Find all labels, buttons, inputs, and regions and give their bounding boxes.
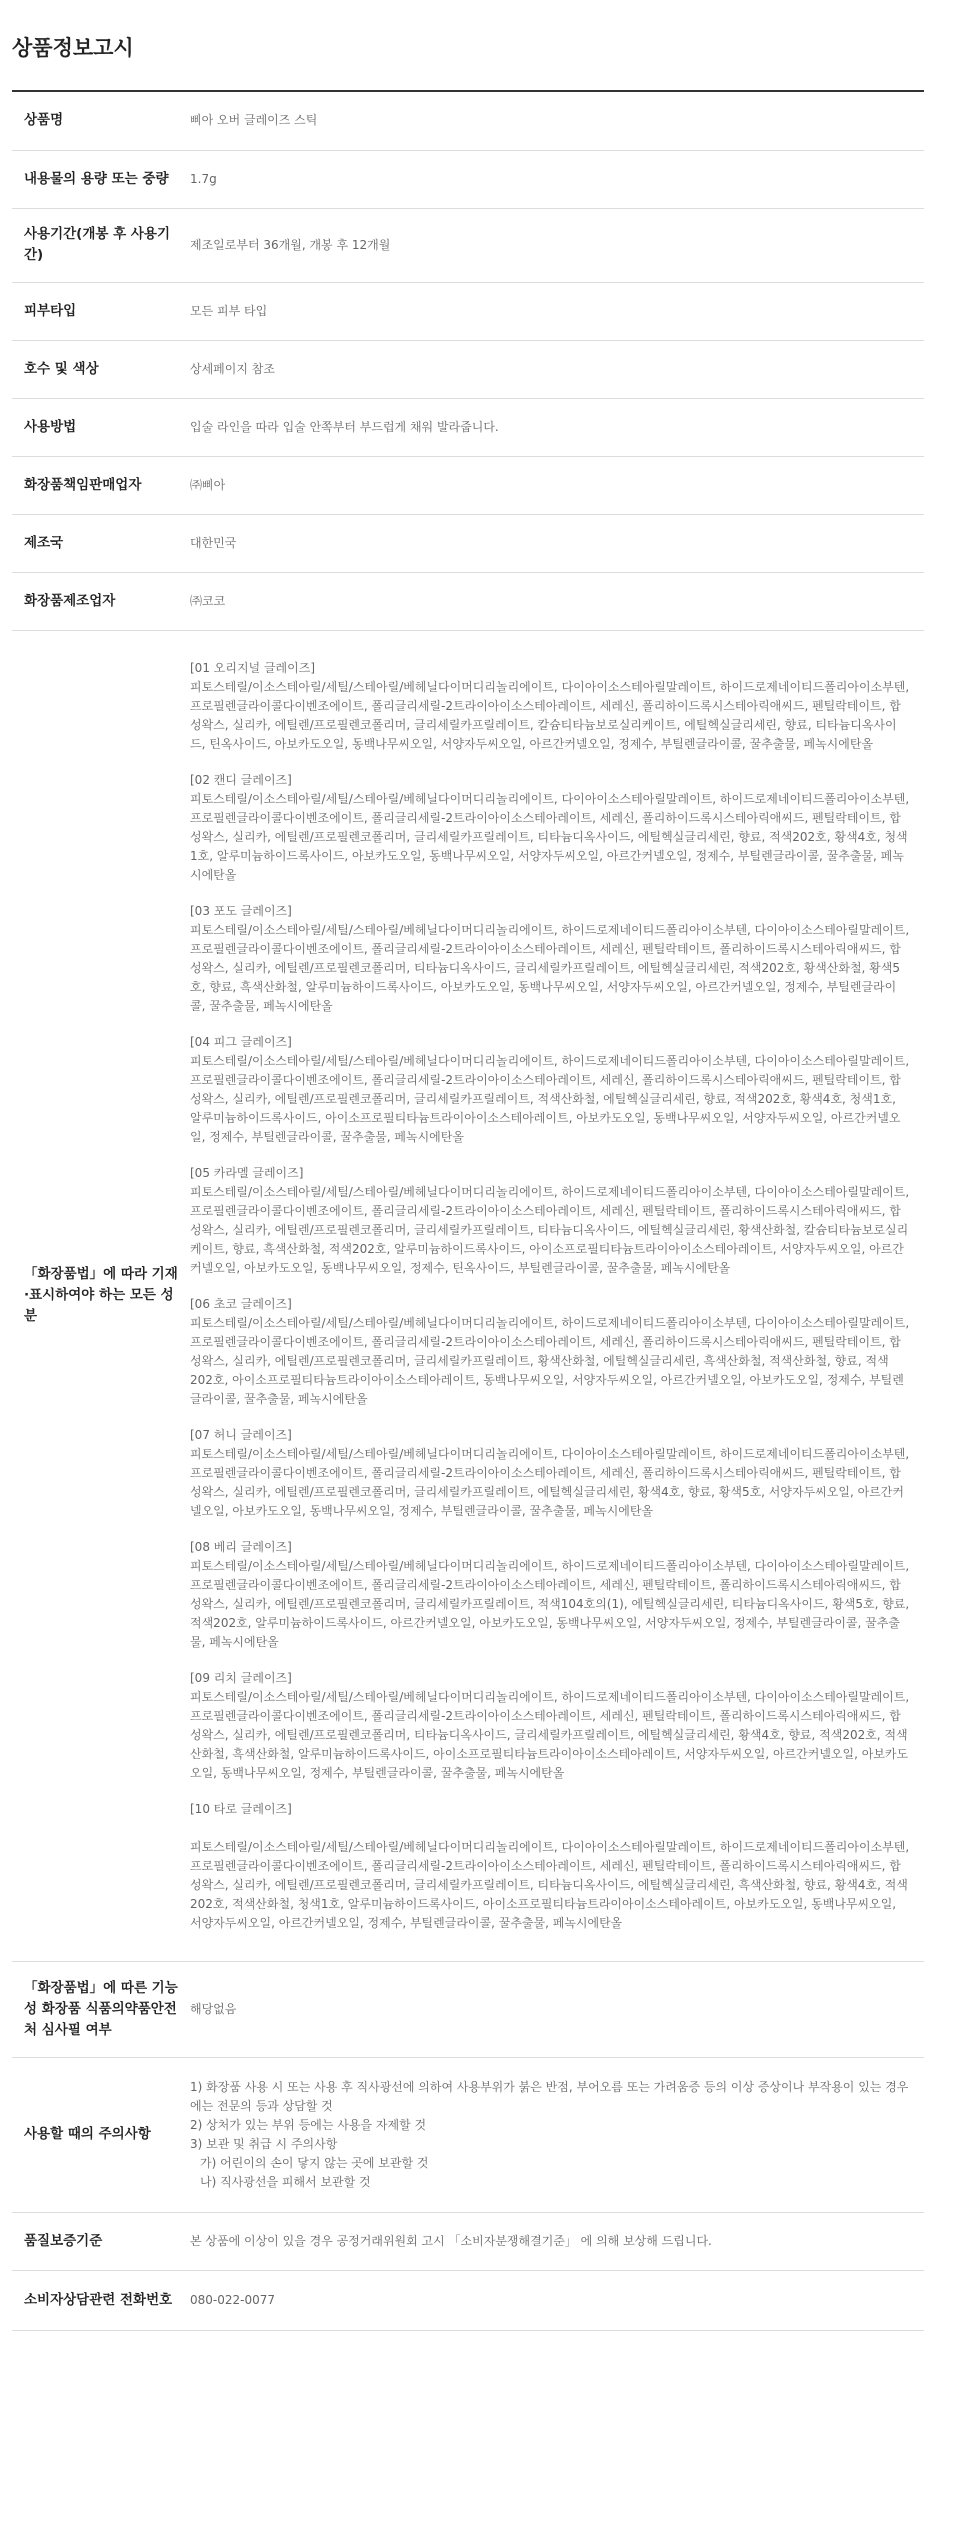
ingredient-block	[190, 1800, 910, 1933]
ingredient-shade-name: [04 피그 글레이즈]	[190, 1034, 292, 1049]
info-row-value: 대한민국	[190, 514, 924, 572]
product-info-section	[0, 90, 960, 2331]
info-row-value: 삐아 오버 글레이즈 스틱	[190, 92, 924, 150]
info-row-value: 모든 피부 타입	[190, 282, 924, 340]
info-row-label: 피부타입	[12, 282, 190, 340]
ingredient-shade-name: [03 포도 글레이즈]	[190, 903, 292, 918]
ingredient-list-text: 피토스테릴/이소스테아릴/세틸/스테아릴/베헤닐다이머디리놀리에이트, 다이아이소스테아릴말레이트, 하이드로제네이티드폴리아이소부텐, 프로필렌글라이콜다이벤조에이트, 폴리글리세릴-2트라이아이소스테아레이트, 세레신, 폴리하이드록시스테아릭애씨드, 펜틸락테이트, 합성왁스, 실리카, 에틸렌/프로필렌코폴리머, 글리세릴카프릴레이트, 에틸헥실글리세린, 황색4호, 향료, 황색5호, 서양자두씨오일, 아르간커넬오일, 아보카도오일, 동백나무씨오일, 정제수, 부틸렌글라이콜, 꿀추출물, 페녹시에탄올	[190, 1446, 910, 1518]
info-row-value: 상세페이지 참조	[190, 340, 924, 398]
ingredient-block	[190, 1164, 910, 1278]
contact-row	[12, 2270, 924, 2330]
info-row-label: 사용기간(개봉 후 사용기간)	[12, 208, 190, 282]
info-row	[12, 456, 924, 514]
product-info-table	[12, 92, 924, 2331]
ingredient-list-text: 피토스테릴/이소스테아릴/세틸/스테아릴/베헤닐다이머디리놀리에이트, 하이드로제네이티드폴리아이소부텐, 다이아이소스테아릴말레이트, 프로필렌글라이콜다이벤조에이트, 폴리글리세릴-2트라이아이소스테아레이트, 세레신, 펜틸락테이트, 폴리하이드록시스테아릭애씨드, 합성왁스, 실리카, 에틸렌/프로필렌코폴리머, 글리세릴카프릴레이트, 티타늄디옥사이드, 에틸헥실글리세린, 황색산화철, 칼슘티타늄보로실리케이트, 향료, 흑색산화철, 적색202호, 알루미늄하이드록사이드, 아이소프로필티타늄트라이아이소스테아레이트, 서양자두씨오일, 아르간커넬오일, 아보카도오일, 동백나무씨오일, 정제수, 틴옥사이드, 부틸렌글라이콜, 꿀추출물, 페녹시에탄올	[190, 1184, 910, 1275]
ingredients-value	[190, 630, 924, 1961]
ingredient-list-text: 피토스테릴/이소스테아릴/세틸/스테아릴/베헤닐다이머디리놀리에이트, 하이드로제네이티드폴리아이소부텐, 다이아이소스테아릴말레이트, 프로필렌글라이콜다이벤조에이트, 폴리글리세릴-2트라이아이소스테아레이트, 세레신, 펜틸락테이트, 폴리하이드록시스테아릭애씨드, 합성왁스, 실리카, 에틸렌/프로필렌코폴리머, 티타늄디옥사이드, 글리세릴카프릴레이트, 에틸헥실글리세린, 적색202호, 황색산화철, 황색5호, 향료, 흑색산화철, 알루미늄하이드록사이드, 아보카도오일, 동백나무씨오일, 서양자두씨오일, 아르간커넬오일, 정제수, 부틸렌글라이콜, 꿀추출물, 페녹시에탄올	[190, 922, 910, 1013]
info-row-value: ㈜코코	[190, 572, 924, 630]
info-row-value: ㈜삐아	[190, 456, 924, 514]
ingredient-block	[190, 1426, 910, 1521]
ingredient-shade-name: [01 오리지널 글레이즈]	[190, 660, 315, 675]
ingredient-list-text: 피토스테릴/이소스테아릴/세틸/스테아릴/베헤닐다이머디리놀리에이트, 하이드로제네이티드폴리아이소부텐, 다이아이소스테아릴말레이트, 프로필렌글라이콜다이벤조에이트, 폴리글리세릴-2트라이아이소스테아레이트, 세레신, 펜틸락테이트, 폴리하이드록시스테아릭애씨드, 합성왁스, 실리카, 에틸렌/프로필렌코폴리머, 글리세릴카프릴레이트, 적색104호의(1), 에틸헥실글리세린, 티타늄디옥사이드, 황색5호, 향료, 적색202호, 알루미늄하이드록사이드, 아르간커넬오일, 아보카도오일, 동백나무씨오일, 서양자두씨오일, 정제수, 부틸렌글라이콜, 꿀추출물, 페녹시에탄올	[190, 1558, 910, 1649]
caution-label: 사용할 때의 주의사항	[12, 2057, 190, 2212]
ingredient-list-text: 피토스테릴/이소스테아릴/세틸/스테아릴/베헤닐다이머디리놀리에이트, 하이드로제네이티드폴리아이소부텐, 다이아이소스테아릴말레이트, 프로필렌글라이콜다이벤조에이트, 폴리글리세릴-2트라이아이소스테아레이트, 세레신, 펜틸락테이트, 폴리하이드록시스테아릭애씨드, 합성왁스, 실리카, 에틸렌/프로필렌코폴리머, 티타늄디옥사이드, 글리세릴카프릴레이트, 에틸헥실글리세린, 황색4호, 향료, 적색202호, 적색산화철, 흑색산화철, 알루미늄하이드록사이드, 아이소프로필티타늄트라이아이소스테아레이트, 서양자두씨오일, 아르간커넬오일, 아보카도오일, 동백나무씨오일, 정제수, 부틸렌글라이콜, 꿀추출물, 페녹시에탄올	[190, 1689, 910, 1780]
ingredient-block	[190, 1538, 910, 1652]
ingredient-list-text: 피토스테릴/이소스테아릴/세틸/스테아릴/베헤닐다이머디리놀리에이트, 하이드로제네이티드폴리아이소부텐, 다이아이소스테아릴말레이트, 프로필렌글라이콜다이벤조에이트, 폴리글리세릴-2트라이아이소스테아레이트, 세레신, 폴리하이드록시스테아릭애씨드, 펜틸락테이트, 합성왁스, 실리카, 에틸렌/프로필렌코폴리머, 글리세릴카프릴레이트, 황색산화철, 에틸헥실글리세린, 흑색산화철, 적색산화철, 향료, 적색202호, 아이소프로필티타늄트라이아이소스테아레이트, 동백나무씨오일, 서양자두씨오일, 아르간커넬오일, 아보카도오일, 정제수, 부틸렌글라이콜, 꿀추출물, 페녹시에탄올	[190, 1315, 910, 1406]
info-row-label: 화장품책임판매업자	[12, 456, 190, 514]
quality-label: 품질보증기준	[12, 2212, 190, 2270]
info-row	[12, 208, 924, 282]
ingredient-shade-name: [06 초코 글레이즈]	[190, 1296, 292, 1311]
caution-value	[190, 2057, 924, 2212]
ingredient-block	[190, 771, 910, 885]
info-row	[12, 572, 924, 630]
info-row-label: 제조국	[12, 514, 190, 572]
caution-line: 1) 화장품 사용 시 또는 사용 후 직사광선에 의하여 사용부위가 붉은 반점, 부어오름 또는 가려움증 등의 이상 증상이나 부작용이 있는 경우에는 전문의 등과 상담할 것	[190, 2079, 909, 2113]
ingredient-list-text: 피토스테릴/이소스테아릴/세틸/스테아릴/베헤닐다이머디리놀리에이트, 하이드로제네이티드폴리아이소부텐, 다이아이소스테아릴말레이트, 프로필렌글라이콜다이벤조에이트, 폴리글리세릴-2트라이아이소스테아레이트, 세레신, 폴리하이드록시스테아릭애씨드, 펜틸락테이트, 합성왁스, 실리카, 에틸렌/프로필렌코폴리머, 글리세릴카프릴레이트, 적색산화철, 에틸헥실글리세린, 향료, 적색202호, 황색4호, 청색1호, 알루미늄하이드록사이드, 아이소프로필티타늄트라이아이소스테아레이트, 아보카도오일, 동백나무씨오일, 서양자두씨오일, 아르간커넬오일, 정제수, 부틸렌글라이콜, 꿀추출물, 페녹시에탄올	[190, 1053, 910, 1144]
functional-label: 「화장품법」에 따른 기능성 화장품 식품의약품안전처 심사필 여부	[12, 1961, 190, 2057]
functional-row	[12, 1961, 924, 2057]
ingredient-list-text: 피토스테릴/이소스테아릴/세틸/스테아릴/베헤닐다이머디리놀리에이트, 다이아이소스테아릴말레이트, 하이드로제네이티드폴리아이소부텐, 프로필렌글라이콜다이벤조에이트, 폴리글리세릴-2트라이아이소스테아레이트, 세레신, 폴리하이드록시스테아릭애씨드, 펜틸락테이트, 합성왁스, 실리카, 에틸렌/프로필렌코폴리머, 글리세릴카프릴레이트, 티타늄디옥사이드, 에틸헥실글리세린, 향료, 적색202호, 황색4호, 청색1호, 알루미늄하이드록사이드, 아보카도오일, 동백나무씨오일, 서양자두씨오일, 아르간커넬오일, 정제수, 부틸렌글라이콜, 꿀추출물, 페녹시에탄올	[190, 791, 910, 882]
caution-row	[12, 2057, 924, 2212]
info-row-label: 상품명	[12, 92, 190, 150]
caution-line: 나) 직사광선을 피해서 보관할 것	[200, 2174, 371, 2189]
contact-value: 080-022-0077	[190, 2270, 924, 2330]
info-row-label: 내용물의 용량 또는 중량	[12, 150, 190, 208]
functional-value: 해당없음	[190, 1961, 924, 2057]
info-row	[12, 514, 924, 572]
info-row-value: 1.7g	[190, 150, 924, 208]
info-row	[12, 398, 924, 456]
ingredients-row	[12, 630, 924, 1961]
ingredient-shade-name: [05 카라멜 글레이즈]	[190, 1165, 304, 1180]
caution-line: 가) 어린이의 손이 닿지 않는 곳에 보관할 것	[200, 2155, 429, 2170]
info-row-label: 사용방법	[12, 398, 190, 456]
quality-value: 본 상품에 이상이 있을 경우 공정거래위원회 고시 「소비자분쟁해결기준」 에 의해 보상해 드립니다.	[190, 2212, 924, 2270]
info-row	[12, 92, 924, 150]
ingredient-shade-name: [02 캔디 글레이즈]	[190, 772, 292, 787]
info-row	[12, 340, 924, 398]
page-title: 상품정보고시	[12, 36, 134, 60]
ingredient-shade-name: [10 타로 글레이즈]	[190, 1801, 292, 1816]
caution-line: 3) 보관 및 취급 시 주의사항	[190, 2136, 338, 2151]
ingredients-label: 「화장품법」에 따라 기재·표시하여야 하는 모든 성분	[12, 630, 190, 1961]
info-row-label: 화장품제조업자	[12, 572, 190, 630]
info-row-label: 호수 및 색상	[12, 340, 190, 398]
ingredient-block	[190, 1295, 910, 1409]
info-row	[12, 150, 924, 208]
caution-line: 2) 상처가 있는 부위 등에는 사용을 자제할 것	[190, 2117, 427, 2132]
ingredient-block	[190, 902, 910, 1016]
contact-label: 소비자상담관련 전화번호	[12, 2270, 190, 2330]
info-row-value: 입술 라인을 따라 입술 안쪽부터 부드럽게 채워 발라줍니다.	[190, 398, 924, 456]
ingredient-shade-name: [07 허니 글레이즈]	[190, 1427, 292, 1442]
ingredient-gap	[190, 1819, 910, 1838]
ingredient-shade-name: [08 베리 글레이즈]	[190, 1539, 292, 1554]
ingredient-block	[190, 659, 910, 754]
ingredient-shade-name: [09 리치 글레이즈]	[190, 1670, 292, 1685]
info-row-value: 제조일로부터 36개월, 개봉 후 12개월	[190, 208, 924, 282]
ingredient-list-text: 피토스테릴/이소스테아릴/세틸/스테아릴/베헤닐다이머디리놀리에이트, 다이아이소스테아릴말레이트, 하이드로제네이티드폴리아이소부텐, 프로필렌글라이콜다이벤조에이트, 폴리글리세릴-2트라이아이소스테아레이트, 세레신, 펜틸락테이트, 폴리하이드록시스테아릭애씨드, 합성왁스, 실리카, 에틸렌/프로필렌코폴리머, 글리세릴카프릴레이트, 티타늄디옥사이드, 에틸헥실글리세린, 흑색산화철, 향료, 황색4호, 적색202호, 적색산화철, 청색1호, 알루미늄하이드록사이드, 아이소프로필티타늄트라이아이소스테아레이트, 아보카도오일, 동백나무씨오일, 서양자두씨오일, 아르간커넬오일, 정제수, 부틸렌글라이콜, 꿀추출물, 페녹시에탄올	[190, 1839, 910, 1930]
ingredient-block	[190, 1033, 910, 1147]
ingredient-block	[190, 1669, 910, 1783]
quality-row	[12, 2212, 924, 2270]
info-row	[12, 282, 924, 340]
ingredient-list-text: 피토스테릴/이소스테아릴/세틸/스테아릴/베헤닐다이머디리놀리에이트, 다이아이소스테아릴말레이트, 하이드로제네이티드폴리아이소부텐, 프로필렌글라이콜다이벤조에이트, 폴리글리세릴-2트라이아이소스테아레이트, 세레신, 폴리하이드록시스테아릭애씨드, 펜틸락테이트, 합성왁스, 실리카, 에틸렌/프로필렌코폴리머, 글리세릴카프릴레이트, 칼슘티타늄보로실리케이트, 에틸헥실글리세린, 향료, 티타늄디옥사이드, 틴옥사이드, 아보카도오일, 동백나무씨오일, 서양자두씨오일, 아르간커넬오일, 정제수, 부틸렌글라이콜, 꿀추출물, 페녹시에탄올	[190, 679, 910, 751]
